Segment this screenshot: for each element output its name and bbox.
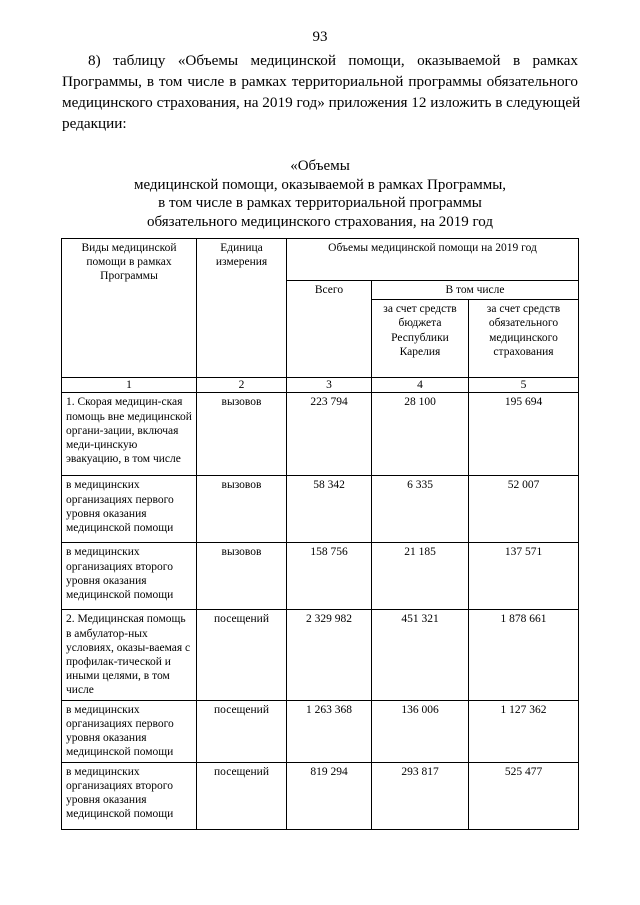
intro-paragraph [62, 50, 581, 134]
row-care-type: в медицинских организациях второго уровня оказания медицинской помощи [62, 762, 197, 829]
intro-line: Программы, в том числе в рамках территориальной программы обязательного [62, 73, 578, 90]
row-oms: 52 007 [469, 476, 579, 543]
column-number: 3 [287, 378, 372, 393]
intro-line: редакции: [62, 115, 127, 132]
column-number: 1 [62, 378, 197, 393]
volumes-table [61, 238, 579, 830]
row-unit: посещений [197, 610, 287, 700]
row-unit: посещений [197, 762, 287, 829]
header-budget: за счет средств бюджета Республики Карелия [372, 300, 469, 378]
row-total: 58 342 [287, 476, 372, 543]
header-oms: за счет средств обязательного медицинского страхования [469, 300, 579, 378]
column-number: 5 [469, 378, 579, 393]
header-care-type: Виды медицинской помощи в рамках Программы [62, 239, 197, 378]
row-budget: 293 817 [372, 762, 469, 829]
row-care-type: в медицинских организациях второго уровня оказания медицинской помощи [62, 543, 197, 610]
column-number: 2 [197, 378, 287, 393]
row-oms: 137 571 [469, 543, 579, 610]
header-unit: Единица измерения [197, 239, 287, 378]
column-number-row [62, 378, 579, 393]
table-row [62, 543, 579, 610]
row-oms: 1 878 661 [469, 610, 579, 700]
page-number: 93 [312, 29, 328, 45]
title-line: медицинской помощи, оказываемой в рамках Программы, [133, 176, 507, 193]
table-row [62, 700, 579, 762]
table-title [0, 157, 640, 231]
row-unit: вызовов [197, 393, 287, 476]
column-number: 4 [372, 378, 469, 393]
row-oms: 525 477 [469, 762, 579, 829]
row-budget: 6 335 [372, 476, 469, 543]
row-total: 1 263 368 [287, 700, 372, 762]
title-line: обязательного медицинского страхования, на 2019 год [147, 213, 493, 230]
row-unit: посещений [197, 700, 287, 762]
row-unit: вызовов [197, 543, 287, 610]
intro-line: медицинского страхования, на 2019 год» приложения 12 изложить в следующей [62, 94, 581, 111]
table-row [62, 476, 579, 543]
row-total: 223 794 [287, 393, 372, 476]
row-care-type: в медицинских организациях первого уровня оказания медицинской помощи [62, 476, 197, 543]
row-budget: 21 185 [372, 543, 469, 610]
intro-line: 8) таблицу «Объемы медицинской помощи, оказываемой в рамках [88, 52, 578, 69]
row-oms: 1 127 362 [469, 700, 579, 762]
row-total: 2 329 982 [287, 610, 372, 700]
row-budget: 136 006 [372, 700, 469, 762]
table-row [62, 393, 579, 476]
header-row [62, 239, 579, 281]
row-budget: 28 100 [372, 393, 469, 476]
row-total: 158 756 [287, 543, 372, 610]
row-care-type: 2. Медицинская помощь в амбулатор-ных условиях, оказы-ваемая с профилак-тической и иными целями, в том числе [62, 610, 197, 700]
row-oms: 195 694 [469, 393, 579, 476]
row-care-type: 1. Скорая медицин-ская помощь вне медицинской органи-зации, включая меди-цинскую эвакуацию, в том числе [62, 393, 197, 476]
row-budget: 451 321 [372, 610, 469, 700]
table-row [62, 610, 579, 700]
title-line: «Объемы [290, 158, 350, 174]
header-including: В том числе [372, 281, 579, 300]
row-unit: вызовов [197, 476, 287, 543]
table-row [62, 762, 579, 829]
header-volumes: Объемы медицинской помощи на 2019 год [287, 239, 579, 281]
header-total: Всего [287, 281, 372, 378]
title-line: в том числе в рамках территориальной программы [158, 195, 482, 211]
row-care-type: в медицинских организациях первого уровня оказания медицинской помощи [62, 700, 197, 762]
row-total: 819 294 [287, 762, 372, 829]
